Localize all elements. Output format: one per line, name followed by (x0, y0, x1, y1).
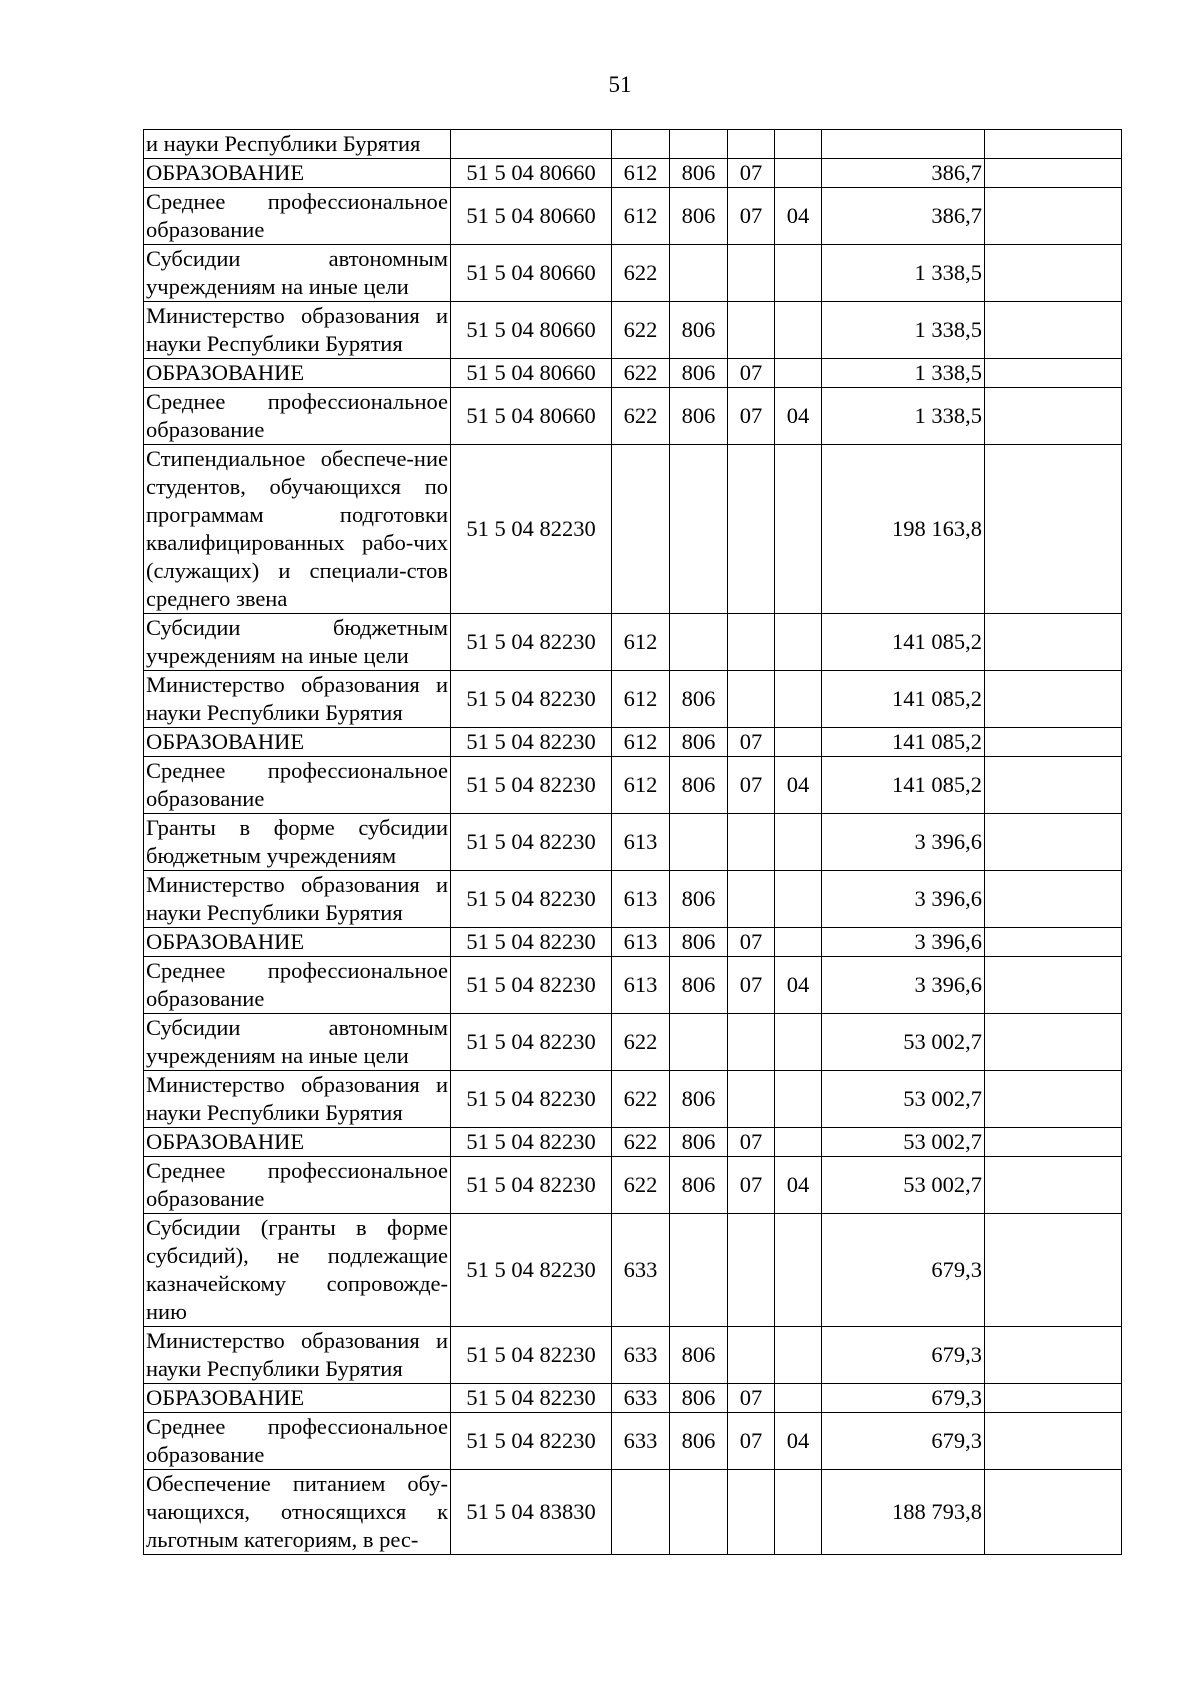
subsection-cell (775, 245, 822, 302)
amount-cell: 188 793,8 (822, 1470, 985, 1555)
ministry-code-cell (670, 1014, 728, 1071)
expense-type-cell (612, 130, 670, 159)
subsection-cell (775, 871, 822, 928)
section-cell (728, 245, 775, 302)
table-row (144, 614, 1122, 671)
subsection-cell: 04 (775, 1157, 822, 1214)
expense-type-cell: 622 (612, 245, 670, 302)
table-row (144, 957, 1122, 1014)
extra-cell (985, 814, 1122, 871)
row-name-cell: Среднее профессиональное образование (144, 1157, 451, 1214)
target-code-cell: 51 5 04 82230 (451, 614, 612, 671)
section-cell (728, 671, 775, 728)
row-name-cell: Субсидии автономным учреждениям на иные цели (144, 245, 451, 302)
expense-type-cell: 612 (612, 757, 670, 814)
extra-cell (985, 188, 1122, 245)
extra-cell (985, 871, 1122, 928)
amount-cell: 679,3 (822, 1384, 985, 1413)
row-name-cell: Стипендиальное обеспече-ние студентов, обучающихся по программам подготовки квалифицированных рабо-чих (служащих) и специали-стов среднего звена (144, 445, 451, 614)
amount-cell: 3 396,6 (822, 871, 985, 928)
section-cell: 07 (728, 1413, 775, 1470)
expense-type-cell: 612 (612, 728, 670, 757)
subsection-cell (775, 1128, 822, 1157)
subsection-cell: 04 (775, 388, 822, 445)
row-name-cell: ОБРАЗОВАНИЕ (144, 1384, 451, 1413)
section-cell: 07 (728, 957, 775, 1014)
table-body (144, 130, 1122, 1555)
row-name-cell: Субсидии автономным учреждениям на иные цели (144, 1014, 451, 1071)
subsection-cell (775, 1384, 822, 1413)
ministry-code-cell (670, 614, 728, 671)
ministry-code-cell: 806 (670, 1128, 728, 1157)
section-cell: 07 (728, 359, 775, 388)
extra-cell (985, 1413, 1122, 1470)
target-code-cell: 51 5 04 82230 (451, 928, 612, 957)
target-code-cell: 51 5 04 82230 (451, 1128, 612, 1157)
row-name-cell: Министерство образования и науки Республики Бурятия (144, 871, 451, 928)
subsection-cell (775, 814, 822, 871)
ministry-code-cell (670, 445, 728, 614)
budget-table (143, 129, 1122, 1555)
extra-cell (985, 757, 1122, 814)
expense-type-cell: 612 (612, 614, 670, 671)
table-row (144, 1157, 1122, 1214)
amount-cell: 386,7 (822, 188, 985, 245)
target-code-cell: 51 5 04 82230 (451, 728, 612, 757)
amount-cell: 53 002,7 (822, 1128, 985, 1157)
subsection-cell (775, 1327, 822, 1384)
table-row (144, 757, 1122, 814)
target-code-cell: 51 5 04 82230 (451, 1214, 612, 1327)
amount-cell: 1 338,5 (822, 359, 985, 388)
row-name-cell: ОБРАЗОВАНИЕ (144, 159, 451, 188)
expense-type-cell: 613 (612, 928, 670, 957)
table-row (144, 728, 1122, 757)
extra-cell (985, 388, 1122, 445)
row-name-cell: Гранты в форме субсидии бюджетным учреждениям (144, 814, 451, 871)
table-row (144, 814, 1122, 871)
expense-type-cell: 613 (612, 957, 670, 1014)
ministry-code-cell: 806 (670, 1327, 728, 1384)
extra-cell (985, 130, 1122, 159)
target-code-cell: 51 5 04 83830 (451, 1470, 612, 1555)
table-row (144, 1384, 1122, 1413)
row-name-cell: ОБРАЗОВАНИЕ (144, 728, 451, 757)
expense-type-cell: 622 (612, 1128, 670, 1157)
expense-type-cell: 633 (612, 1413, 670, 1470)
section-cell (728, 130, 775, 159)
table-row (144, 1128, 1122, 1157)
ministry-code-cell: 806 (670, 188, 728, 245)
row-name-cell: ОБРАЗОВАНИЕ (144, 359, 451, 388)
table-row (144, 1413, 1122, 1470)
ministry-code-cell: 806 (670, 957, 728, 1014)
ministry-code-cell (670, 245, 728, 302)
amount-cell: 53 002,7 (822, 1014, 985, 1071)
row-name-cell: ОБРАЗОВАНИЕ (144, 1128, 451, 1157)
row-name-cell: Среднее профессиональное образование (144, 1413, 451, 1470)
subsection-cell (775, 1071, 822, 1128)
section-cell (728, 445, 775, 614)
subsection-cell (775, 928, 822, 957)
table-row (144, 871, 1122, 928)
ministry-code-cell (670, 814, 728, 871)
ministry-code-cell: 806 (670, 1413, 728, 1470)
section-cell (728, 1071, 775, 1128)
extra-cell (985, 302, 1122, 359)
extra-cell (985, 957, 1122, 1014)
target-code-cell: 51 5 04 80660 (451, 245, 612, 302)
subsection-cell (775, 614, 822, 671)
table-row (144, 188, 1122, 245)
target-code-cell: 51 5 04 80660 (451, 188, 612, 245)
amount-cell: 3 396,6 (822, 928, 985, 957)
section-cell (728, 871, 775, 928)
table-row (144, 928, 1122, 957)
section-cell (728, 614, 775, 671)
subsection-cell (775, 159, 822, 188)
row-name-cell: Среднее профессиональное образование (144, 188, 451, 245)
ministry-code-cell (670, 1214, 728, 1327)
expense-type-cell: 633 (612, 1327, 670, 1384)
ministry-code-cell: 806 (670, 1071, 728, 1128)
table-row (144, 359, 1122, 388)
target-code-cell: 51 5 04 82230 (451, 957, 612, 1014)
extra-cell (985, 1214, 1122, 1327)
extra-cell (985, 245, 1122, 302)
ministry-code-cell: 806 (670, 359, 728, 388)
section-cell (728, 1214, 775, 1327)
target-code-cell: 51 5 04 82230 (451, 1014, 612, 1071)
subsection-cell (775, 445, 822, 614)
target-code-cell: 51 5 04 80660 (451, 159, 612, 188)
target-code-cell: 51 5 04 82230 (451, 1071, 612, 1128)
amount-cell: 679,3 (822, 1413, 985, 1470)
amount-cell: 198 163,8 (822, 445, 985, 614)
row-name-cell: Среднее профессиональное образование (144, 957, 451, 1014)
subsection-cell (775, 130, 822, 159)
section-cell: 07 (728, 728, 775, 757)
amount-cell: 3 396,6 (822, 814, 985, 871)
ministry-code-cell: 806 (670, 388, 728, 445)
section-cell: 07 (728, 1128, 775, 1157)
row-name-cell: Субсидии (гранты в форме субсидий), не подлежащие казначейскому сопровожде-нию (144, 1214, 451, 1327)
target-code-cell: 51 5 04 82230 (451, 757, 612, 814)
extra-cell (985, 1071, 1122, 1128)
ministry-code-cell: 806 (670, 757, 728, 814)
table-row (144, 1327, 1122, 1384)
target-code-cell: 51 5 04 80660 (451, 359, 612, 388)
expense-type-cell: 613 (612, 871, 670, 928)
extra-cell (985, 614, 1122, 671)
table-row (144, 302, 1122, 359)
amount-cell: 1 338,5 (822, 245, 985, 302)
subsection-cell (775, 671, 822, 728)
target-code-cell: 51 5 04 82230 (451, 1384, 612, 1413)
target-code-cell: 51 5 04 82230 (451, 445, 612, 614)
target-code-cell: 51 5 04 82230 (451, 814, 612, 871)
ministry-code-cell: 806 (670, 302, 728, 359)
expense-type-cell: 613 (612, 814, 670, 871)
table-row (144, 130, 1122, 159)
section-cell: 07 (728, 388, 775, 445)
row-name-cell: Субсидии бюджетным учреждениям на иные цели (144, 614, 451, 671)
subsection-cell (775, 1014, 822, 1071)
ministry-code-cell: 806 (670, 928, 728, 957)
section-cell: 07 (728, 188, 775, 245)
extra-cell (985, 1470, 1122, 1555)
target-code-cell: 51 5 04 82230 (451, 1413, 612, 1470)
table-row (144, 1470, 1122, 1555)
expense-type-cell: 622 (612, 302, 670, 359)
section-cell (728, 1470, 775, 1555)
row-name-cell: и науки Республики Бурятия (144, 130, 451, 159)
page-number: 51 (608, 72, 632, 97)
expense-type-cell (612, 445, 670, 614)
ministry-code-cell: 806 (670, 728, 728, 757)
row-name-cell: Министерство образования и науки Республики Бурятия (144, 1071, 451, 1128)
table-row (144, 388, 1122, 445)
target-code-cell: 51 5 04 80660 (451, 388, 612, 445)
row-name-cell: Министерство образования и науки Республики Бурятия (144, 1327, 451, 1384)
expense-type-cell: 633 (612, 1384, 670, 1413)
table-row (144, 445, 1122, 614)
amount-cell: 679,3 (822, 1327, 985, 1384)
amount-cell: 141 085,2 (822, 614, 985, 671)
ministry-code-cell (670, 130, 728, 159)
subsection-cell: 04 (775, 1413, 822, 1470)
extra-cell (985, 1128, 1122, 1157)
table-row (144, 245, 1122, 302)
amount-cell: 53 002,7 (822, 1157, 985, 1214)
row-name-cell: Обеспечение питанием обу-чающихся, относящихся к льготным категориям, в рес- (144, 1470, 451, 1555)
extra-cell (985, 728, 1122, 757)
amount-cell: 1 338,5 (822, 388, 985, 445)
extra-cell (985, 159, 1122, 188)
section-cell: 07 (728, 1157, 775, 1214)
ministry-code-cell: 806 (670, 671, 728, 728)
section-cell (728, 1014, 775, 1071)
amount-cell: 53 002,7 (822, 1071, 985, 1128)
extra-cell (985, 1327, 1122, 1384)
table-row (144, 1071, 1122, 1128)
section-cell (728, 302, 775, 359)
target-code-cell: 51 5 04 80660 (451, 302, 612, 359)
expense-type-cell: 622 (612, 359, 670, 388)
extra-cell (985, 1384, 1122, 1413)
section-cell: 07 (728, 757, 775, 814)
ministry-code-cell: 806 (670, 159, 728, 188)
subsection-cell (775, 1470, 822, 1555)
section-cell: 07 (728, 159, 775, 188)
extra-cell (985, 928, 1122, 957)
extra-cell (985, 445, 1122, 614)
target-code-cell: 51 5 04 82230 (451, 871, 612, 928)
subsection-cell (775, 728, 822, 757)
row-name-cell: ОБРАЗОВАНИЕ (144, 928, 451, 957)
ministry-code-cell: 806 (670, 1384, 728, 1413)
subsection-cell: 04 (775, 757, 822, 814)
expense-type-cell: 612 (612, 188, 670, 245)
table-row (144, 159, 1122, 188)
target-code-cell: 51 5 04 82230 (451, 1157, 612, 1214)
amount-cell: 679,3 (822, 1214, 985, 1327)
subsection-cell (775, 302, 822, 359)
table-row (144, 671, 1122, 728)
expense-type-cell: 612 (612, 159, 670, 188)
row-name-cell: Среднее профессиональное образование (144, 757, 451, 814)
amount-cell: 3 396,6 (822, 957, 985, 1014)
section-cell: 07 (728, 928, 775, 957)
extra-cell (985, 1157, 1122, 1214)
amount-cell: 141 085,2 (822, 671, 985, 728)
row-name-cell: Министерство образования и науки Республики Бурятия (144, 671, 451, 728)
amount-cell: 141 085,2 (822, 728, 985, 757)
expense-type-cell: 622 (612, 1014, 670, 1071)
expense-type-cell (612, 1470, 670, 1555)
extra-cell (985, 671, 1122, 728)
subsection-cell (775, 359, 822, 388)
expense-type-cell: 612 (612, 671, 670, 728)
extra-cell (985, 1014, 1122, 1071)
target-code-cell: 51 5 04 82230 (451, 671, 612, 728)
ministry-code-cell (670, 1470, 728, 1555)
table-row (144, 1214, 1122, 1327)
table-row (144, 1014, 1122, 1071)
expense-type-cell: 622 (612, 1157, 670, 1214)
ministry-code-cell: 806 (670, 1157, 728, 1214)
section-cell (728, 1327, 775, 1384)
expense-type-cell: 622 (612, 1071, 670, 1128)
amount-cell (822, 130, 985, 159)
row-name-cell: Среднее профессиональное образование (144, 388, 451, 445)
amount-cell: 141 085,2 (822, 757, 985, 814)
target-code-cell (451, 130, 612, 159)
amount-cell: 1 338,5 (822, 302, 985, 359)
subsection-cell: 04 (775, 188, 822, 245)
amount-cell: 386,7 (822, 159, 985, 188)
row-name-cell: Министерство образования и науки Республики Бурятия (144, 302, 451, 359)
subsection-cell (775, 1214, 822, 1327)
ministry-code-cell: 806 (670, 871, 728, 928)
section-cell (728, 814, 775, 871)
extra-cell (985, 359, 1122, 388)
subsection-cell: 04 (775, 957, 822, 1014)
target-code-cell: 51 5 04 82230 (451, 1327, 612, 1384)
section-cell: 07 (728, 1384, 775, 1413)
expense-type-cell: 633 (612, 1214, 670, 1327)
expense-type-cell: 622 (612, 388, 670, 445)
